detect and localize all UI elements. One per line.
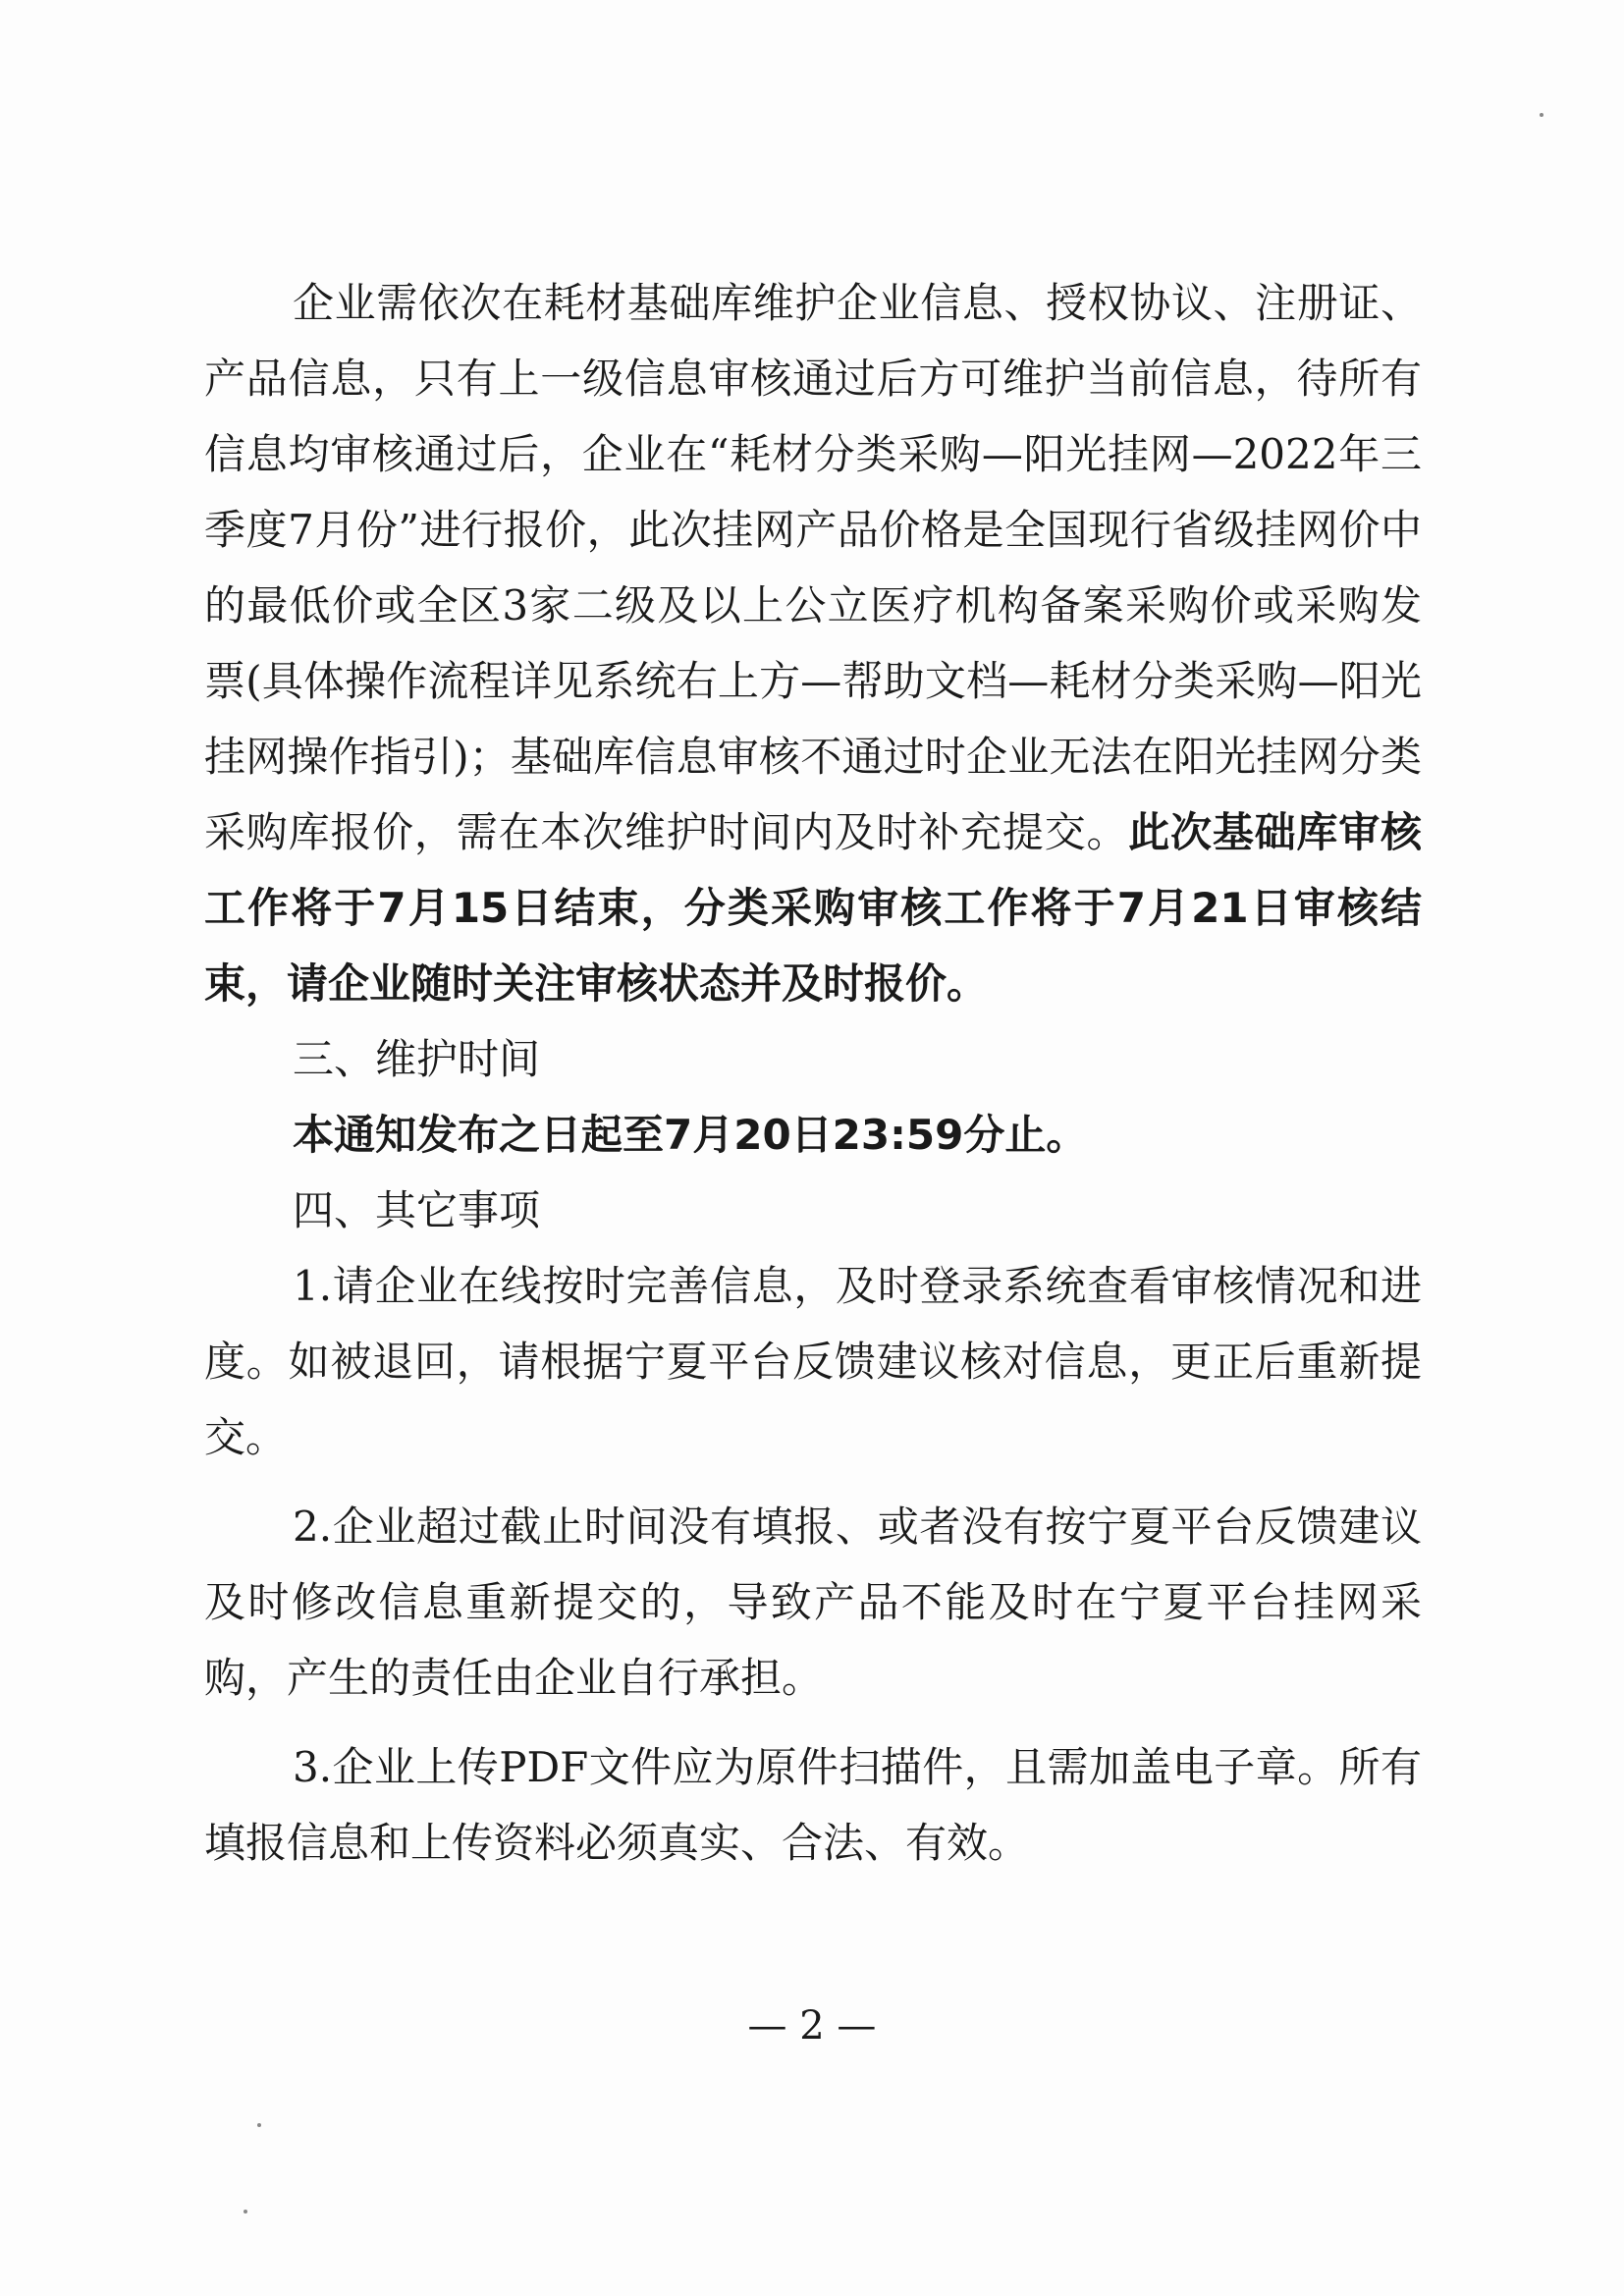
scan-speck xyxy=(1540,113,1543,117)
section-3-heading: 三、维护时间 xyxy=(293,1035,541,1083)
paragraph-1-text: 企业需依次在耗材基础库维护企业信息、授权协议、注册证、产品信息，只有上一级信息审核通过后方可维护当前信息，待所有信息均审核通过后，企业在“耗材分类采购—阳光挂网—2022年三季度7月份”进行报价，此次挂网产品价格是全国现行省级挂网价中的最低价或全区3家二级及以上公立医疗机构备案采购价或采购发票(具体操作流程详见系统右上方—帮助文档—耗材分类采购—阳光挂网操作指引)；基础库信息审核不通过时企业无法在阳光挂网分类采购库报价，需在本次维护时间内及时补充提交。 xyxy=(204,279,1422,856)
maintenance-period: 本通知发布之日起至7月20日23:59分止。 xyxy=(293,1111,1088,1159)
list-item-1: 1.请企业在线按时完善信息，及时登录系统查看审核情况和进度。如被退回，请根据宁夏平台反馈建议核对信息，更正后重新提交。 xyxy=(204,1262,1422,1461)
page-number: — 2 — xyxy=(747,2003,877,2049)
document-body xyxy=(204,265,1422,1894)
paragraph-1-bold-text: 此次基础库审核工作将于7月15日结束，分类采购审核工作将于7月21日审核结束，请企业随时关注审核状态并及时报价。 xyxy=(204,808,1422,1008)
section-4-heading: 四、其它事项 xyxy=(293,1186,541,1234)
scan-speck xyxy=(244,2210,247,2214)
list-item-2: 2.企业超过截止时间没有填报、或者没有按宁夏平台反馈建议及时修改信息重新提交的，导致产品不能及时在宁夏平台挂网采购，产生的责任由企业自行承担。 xyxy=(204,1503,1422,1702)
list-item-3: 3.企业上传PDF文件应为原件扫描件，且需加盖电子章。所有填报信息和上传资料必须真实、合法、有效。 xyxy=(204,1743,1422,1867)
scan-speck xyxy=(257,2123,261,2127)
paragraph-1 xyxy=(204,265,1422,1021)
